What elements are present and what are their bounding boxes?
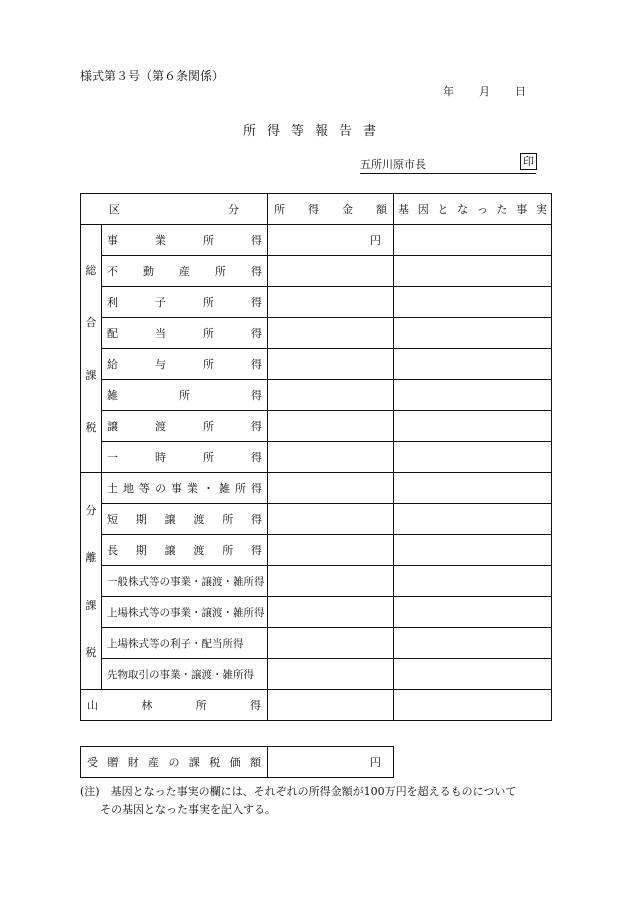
table-row — [81, 597, 552, 628]
income-category: 一般株式等の事業・譲渡・雑所得 — [102, 566, 268, 597]
char: 得 — [249, 699, 261, 712]
char: 所 — [203, 358, 214, 371]
income-table — [80, 193, 552, 721]
date-year: 年 — [443, 85, 454, 98]
page-title: 所得等報告書 — [242, 124, 387, 139]
basis-cell[interactable] — [394, 225, 552, 256]
char: 得 — [251, 327, 262, 340]
char: 短 — [107, 513, 118, 526]
char: 得 — [250, 513, 262, 526]
char: 譲 — [164, 544, 176, 557]
basis-cell[interactable] — [394, 628, 552, 659]
char: 渡 — [193, 544, 205, 557]
char: 一 — [107, 451, 118, 464]
char: 当 — [155, 327, 166, 340]
table-row — [81, 256, 552, 287]
char: 産 — [179, 265, 190, 278]
char: 所 — [203, 420, 214, 433]
table-row — [81, 349, 552, 380]
char: ・ — [203, 482, 214, 495]
income-category — [102, 287, 268, 318]
char: 雑 — [219, 482, 230, 495]
header-basis — [394, 194, 552, 225]
char: 利 — [107, 296, 118, 309]
amount-cell[interactable] — [268, 566, 394, 597]
char: 雑 — [107, 389, 118, 402]
date-day: 日 — [515, 85, 526, 98]
group-label-char: 分 — [85, 503, 97, 517]
char: 業 — [155, 234, 166, 247]
char: た — [496, 203, 508, 216]
char: 期 — [135, 544, 147, 557]
amount-cell[interactable] — [268, 473, 394, 504]
income-category — [102, 380, 268, 411]
income-category — [102, 256, 268, 287]
char: 山 — [87, 699, 98, 712]
char: 時 — [155, 451, 166, 464]
income-category — [102, 349, 268, 380]
amount-cell[interactable] — [268, 256, 394, 287]
income-category — [102, 442, 268, 473]
char: 得 — [251, 420, 262, 433]
char: 所 — [203, 327, 214, 340]
date-month: 月 — [479, 85, 490, 98]
income-category: 先物取引の事業・譲渡・雑所得 — [102, 659, 268, 690]
char: 財 — [127, 756, 139, 769]
table-row — [81, 566, 552, 597]
char: 所 — [203, 234, 214, 247]
char: 事 — [516, 203, 528, 216]
char: 事 — [107, 234, 118, 247]
char: 動 — [143, 265, 154, 278]
basis-cell[interactable] — [394, 256, 552, 287]
table-row — [81, 442, 552, 473]
char: 得 — [251, 451, 262, 464]
char: 基 — [398, 203, 409, 216]
amount-cell[interactable] — [268, 628, 394, 659]
amount-cell[interactable] — [268, 287, 394, 318]
table-row — [81, 411, 552, 442]
char: 土 — [107, 482, 118, 495]
amount-cell[interactable] — [268, 349, 394, 380]
form-number: 様式第３号（第６条関係） — [80, 69, 225, 83]
table-row — [81, 628, 552, 659]
char: と — [437, 203, 449, 216]
basis-cell[interactable] — [394, 535, 552, 566]
char: 等 — [139, 482, 150, 495]
basis-cell[interactable] — [394, 566, 552, 597]
amount-cell[interactable] — [268, 504, 394, 535]
income-category: 上場株式等の利子・配当所得 — [102, 628, 268, 659]
char: っ — [476, 203, 488, 216]
amount-cell[interactable] — [268, 442, 394, 473]
basis-cell[interactable] — [394, 504, 552, 535]
basis-cell[interactable] — [394, 597, 552, 628]
char: 地 — [123, 482, 134, 495]
char: 得 — [250, 544, 262, 557]
note-line-2: その基因となった事実を記入する。 — [100, 803, 276, 816]
group-label — [81, 473, 102, 690]
table-row — [81, 535, 552, 566]
amount-cell[interactable] — [268, 380, 394, 411]
table-header-row — [81, 194, 552, 225]
group-label-char: 税 — [85, 421, 97, 435]
char: な — [457, 203, 469, 216]
group-label — [81, 225, 102, 473]
header-category — [81, 194, 268, 225]
gift-table — [80, 746, 394, 778]
addressee-field[interactable]: 五所川原市長 — [360, 156, 536, 174]
table-row — [81, 287, 552, 318]
amount-cell[interactable] — [268, 318, 394, 349]
char: 給 — [107, 358, 118, 371]
char: 額 — [376, 203, 387, 216]
char: 不 — [107, 265, 118, 278]
income-category — [102, 318, 268, 349]
table-row — [81, 504, 552, 535]
char: 産 — [148, 756, 160, 769]
basis-cell[interactable] — [394, 411, 552, 442]
char: 渡 — [193, 513, 205, 526]
char: 配 — [107, 327, 118, 340]
char: 金 — [342, 203, 353, 216]
char: 所 — [179, 389, 190, 402]
char: 因 — [417, 203, 429, 216]
char: 所 — [222, 513, 234, 526]
char: の — [168, 756, 180, 769]
basis-cell[interactable] — [394, 287, 552, 318]
char: 得 — [251, 358, 262, 371]
char: 渡 — [155, 420, 166, 433]
seal-stamp: 印 — [520, 153, 537, 170]
group-label-char: 総 — [85, 263, 97, 277]
char: 得 — [251, 482, 262, 495]
basis-cell[interactable] — [394, 380, 552, 411]
table-row — [81, 473, 552, 504]
income-category: 上場株式等の事業・譲渡・雑所得 — [102, 597, 268, 628]
char: 業 — [187, 482, 198, 495]
char: 得 — [251, 234, 262, 247]
table-row — [81, 225, 552, 256]
basis-cell[interactable] — [394, 473, 552, 504]
basis-cell[interactable] — [394, 659, 552, 690]
date-line — [443, 83, 526, 99]
amount-cell[interactable] — [268, 411, 394, 442]
char: 得 — [251, 296, 262, 309]
basis-cell[interactable] — [394, 690, 552, 721]
basis-cell[interactable] — [394, 442, 552, 473]
table-row — [81, 318, 552, 349]
char: 得 — [308, 203, 319, 216]
income-category — [102, 504, 268, 535]
income-category — [102, 225, 268, 256]
gift-row — [81, 747, 394, 778]
table-row — [81, 659, 552, 690]
char: 贈 — [107, 756, 119, 769]
char: 額 — [250, 756, 261, 769]
char: 税 — [209, 756, 221, 769]
table-row — [81, 380, 552, 411]
char: 受 — [87, 756, 98, 769]
char: 分 — [228, 203, 239, 216]
char: 実 — [535, 203, 547, 216]
char: 課 — [188, 756, 200, 769]
header-amount — [268, 194, 394, 225]
income-category — [102, 535, 268, 566]
income-category — [102, 411, 268, 442]
char: 所 — [235, 482, 246, 495]
gift-amount[interactable]: 円 — [268, 747, 394, 778]
char: 所 — [274, 203, 285, 216]
char: 価 — [229, 756, 241, 769]
table-row-forest — [81, 690, 552, 721]
char: 所 — [195, 699, 207, 712]
char: の — [155, 482, 166, 495]
char: 与 — [155, 358, 166, 371]
char: 所 — [215, 265, 226, 278]
amount-cell[interactable] — [268, 690, 394, 721]
char: 子 — [155, 296, 166, 309]
amount-cell[interactable]: 円 — [268, 225, 394, 256]
char: 所 — [203, 296, 214, 309]
char: 長 — [107, 544, 118, 557]
char: 期 — [135, 513, 147, 526]
amount-cell[interactable] — [268, 659, 394, 690]
basis-cell[interactable] — [394, 349, 552, 380]
note-line-1: (注) 基因となった事実の欄には、それぞれの所得金額が100万円を超えるものについて — [80, 785, 517, 798]
char: 譲 — [107, 420, 118, 433]
group-label-char: 離 — [85, 551, 97, 565]
gift-label — [81, 747, 268, 778]
group-label-char: 税 — [85, 646, 97, 660]
group-label-char: 課 — [85, 598, 97, 612]
char: 譲 — [164, 513, 176, 526]
char: 林 — [141, 699, 153, 712]
char: 事 — [171, 482, 182, 495]
income-category — [102, 473, 268, 504]
char: 区 — [109, 203, 120, 216]
forest-label — [81, 690, 268, 721]
amount-cell[interactable] — [268, 535, 394, 566]
group-label-char: 課 — [85, 368, 97, 382]
char: 得 — [251, 265, 262, 278]
char: 所 — [222, 544, 234, 557]
char: 所 — [203, 451, 214, 464]
char: 得 — [251, 389, 262, 402]
group-label-char: 合 — [85, 316, 97, 330]
amount-cell[interactable] — [268, 597, 394, 628]
basis-cell[interactable] — [394, 318, 552, 349]
